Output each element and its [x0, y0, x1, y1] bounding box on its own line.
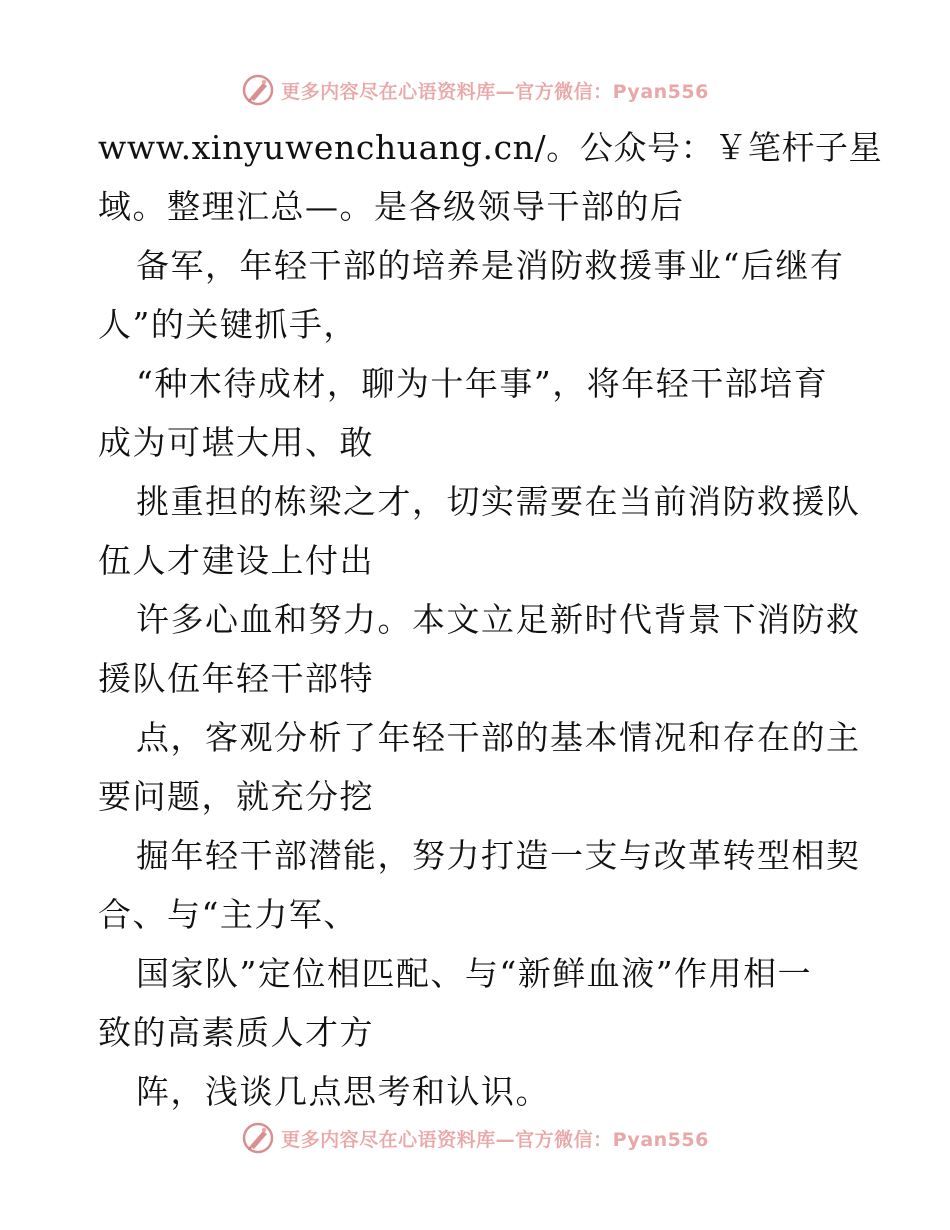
text-line: www.xinyuwenchuang.cn/。公众号：￥笔杆子星: [98, 128, 883, 167]
text-line: 阵，浅谈几点思考和认识。: [136, 1072, 550, 1111]
text-line: 掘年轻干部潜能，努力打造一支与改革转型相契: [136, 836, 861, 875]
document-body: [98, 118, 883, 1121]
text-line: 要问题，就充分挖: [98, 777, 374, 816]
header-watermark-banner: [0, 70, 950, 110]
text-line: 人”的关键抓手，: [98, 305, 358, 344]
text-line: 许多心血和努力。本文立足新时代背景下消防救: [136, 600, 861, 639]
text-line: 成为可堪大用、敢: [98, 423, 374, 462]
text-line: 点，客观分析了年轻干部的基本情况和存在的主: [136, 718, 861, 757]
text-line: “种木待成材，聊为十年事”，将年轻干部培育: [136, 364, 829, 403]
text-line: 国家队”定位相匹配、与“新鲜血液”作用相一: [136, 954, 813, 993]
header-watermark-text: 更多内容尽在心语资料库—官方微信：Pyan556: [281, 80, 709, 103]
text-line: 伍人才建设上付出: [98, 541, 374, 580]
text-line: 域。整理汇总—。是各级领导干部的后: [98, 187, 685, 226]
text-line: 援队伍年轻干部特: [98, 659, 374, 698]
footer-watermark-text: 更多内容尽在心语资料库—官方微信：Pyan556: [281, 1128, 709, 1151]
pen-logo-icon: [241, 73, 275, 107]
text-line: 挑重担的栋梁之才，切实需要在当前消防救援队: [136, 482, 861, 521]
text-line: 合、与“主力军、: [98, 895, 358, 934]
footer-watermark-banner: [0, 1118, 950, 1158]
pen-logo-icon: [241, 1121, 275, 1155]
text-line: 致的高素质人才方: [98, 1013, 374, 1052]
text-line: 备军，年轻干部的培养是消防救援事业“后继有: [136, 246, 845, 285]
